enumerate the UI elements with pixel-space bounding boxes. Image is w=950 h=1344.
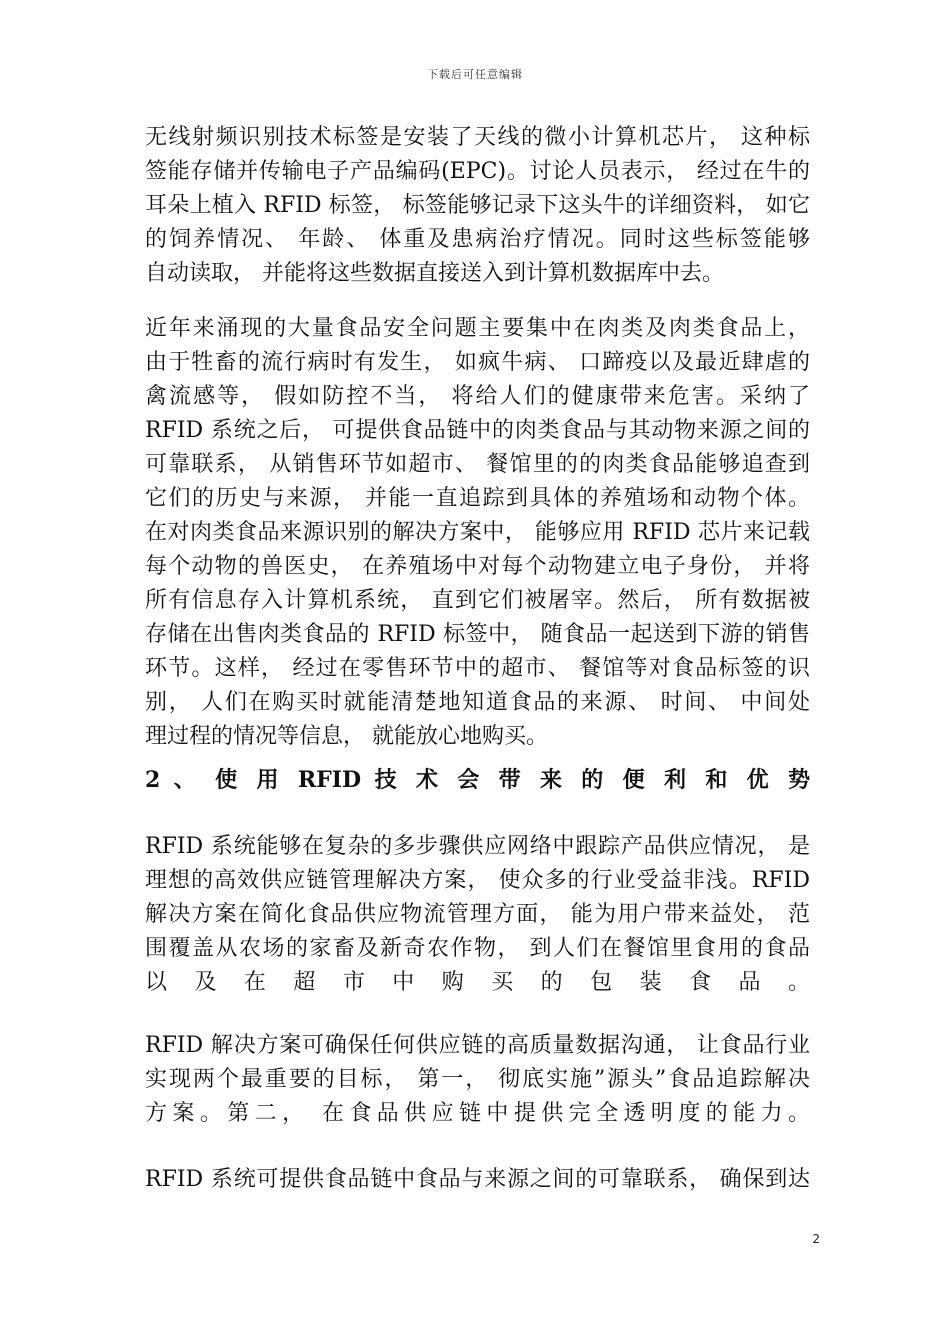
text-line: 以 及 在 超 市 中 购 买 的 包 装 食 品 。 xyxy=(145,970,810,995)
text-line: 所有信息存入计算机系统， 直到它们被屠宰。然后， 所有数据被 xyxy=(145,588,810,613)
text-line: 它们的历史与来源， 并能一直追踪到具体的养殖场和动物个体。 xyxy=(145,486,810,511)
paragraph-supply-chain xyxy=(145,830,810,1000)
text-line: RFID 解决方案可确保任何供应链的高质量数据沟通， 让食品行业 xyxy=(145,1033,810,1058)
page-number: 2 xyxy=(812,1232,820,1246)
text-line: 的饲养情况、 年龄、 体重及患病治疗情况。同时这些标签能够 xyxy=(145,227,810,252)
paragraph-reliable-link xyxy=(145,1163,810,1197)
text-line: 理想的高效供应链管理解决方案， 使众多的行业受益非浅。RFID xyxy=(145,868,810,893)
text-line: 自动读取， 并能将这些数据直接送入到计算机数据库中去。 xyxy=(145,261,724,286)
text-line: 禽流感等， 假如防控不当， 将给人们的健康带来危害。采纳了 xyxy=(145,384,810,409)
text-line: 存储在出售肉类食品的 RFID 标签中， 随食品一起送到下游的销售 xyxy=(145,622,810,647)
text-line: 无线射频识别技术标签是安装了天线的微小计算机芯片， 这种标 xyxy=(145,125,810,150)
text-line: 在对肉类食品来源识别的解决方案中， 能够应用 RFID 芯片来记载 xyxy=(145,520,810,545)
text-line: 实现两个最重要的目标， 第一， 彻底实施”源头”食品追踪解决 xyxy=(145,1067,810,1092)
text-line: 每个动物的兽医史， 在养殖场中对每个动物建立电子身份， 并将 xyxy=(145,554,810,579)
text-line: RFID 系统之后， 可提供食品链中的肉类食品与其动物来源之间的 xyxy=(145,418,810,443)
page-header: 下载后可任意编辑 xyxy=(427,68,523,81)
text-line: RFID 系统可提供食品链中食品与来源之间的可靠联系， 确保到达 xyxy=(145,1167,810,1192)
text-line: 签能存储并传输电子产品编码(EPC)。讨论人员表示， 经过在牛的 xyxy=(145,159,810,184)
text-line: 别， 人们在购买时就能清楚地知道食品的来源、 时间、 中间处 xyxy=(145,690,810,715)
text-line: 方案。第二， 在食品供应链中提供完全透明度的能力。 xyxy=(145,1101,810,1126)
paragraph-rfid-tag-intro xyxy=(145,121,810,291)
text-line: RFID 系统能够在复杂的多步骤供应网络中跟踪产品供应情况， 是 xyxy=(145,834,810,859)
text-line: 由于牲畜的流行病时有发生， 如疯牛病、 口蹄疫以及最近肆虐的 xyxy=(145,350,810,375)
text-line: 解决方案在简化食品供应物流管理方面， 能为用户带来益处， 范 xyxy=(145,902,810,927)
text-line: 理过程的情况等信息， 就能放心地购买。 xyxy=(145,724,548,749)
section-heading: 2 、 使 用 RFID 技 术 会 带 来 的 便 利 和 优 势 xyxy=(145,767,810,793)
text-line: 围覆盖从农场的家畜及新奇农作物， 到人们在餐馆里食用的食品 xyxy=(145,936,810,961)
paragraph-data-communication xyxy=(145,1029,810,1131)
text-line: 环节。这样， 经过在零售环节中的超市、 餐馆等对食品标签的识 xyxy=(145,656,810,681)
text-line: 近年来涌现的大量食品安全问题主要集中在肉类及肉类食品上， xyxy=(145,316,810,341)
text-line: 耳朵上植入 RFID 标签， 标签能够记录下这头牛的详细资料， 如它 xyxy=(145,193,810,218)
text-line: 可靠联系， 从销售环节如超市、 餐馆里的的肉类食品能够追查到 xyxy=(145,452,810,477)
paragraph-meat-safety xyxy=(145,312,810,754)
